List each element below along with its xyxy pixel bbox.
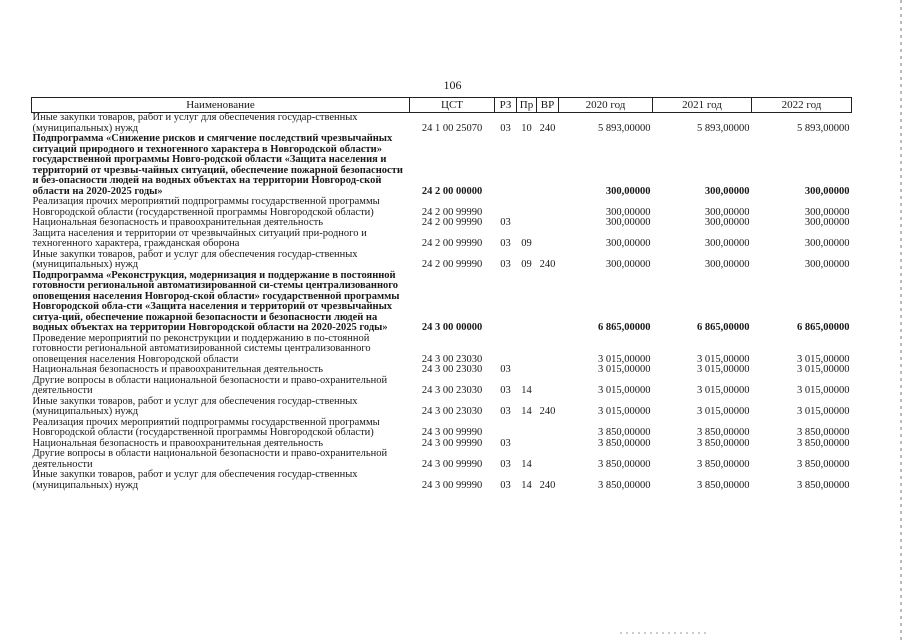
cell-2020: 3 015,00000 xyxy=(598,364,651,375)
cell-name: Подпрограмма «Реконструкция, модернизация и поддержание в постоянной готовности региональной автоматизированной си-стемы централизованного оповещения населения Новгород-ской области» государственной программы Новгородской обла-сти «Защита населения и территорий от чрезвычайных ситуа-ций, обеспечение пожарной безопасности и безопасности людей на водных объектах на территории Новгородской области на 2020-2025 годы» xyxy=(32,269,400,333)
cell-pr: 14 xyxy=(521,406,532,417)
cell-cst: 24 3 00 00000 xyxy=(421,322,483,333)
cell-2022: 3 015,00000 xyxy=(797,364,850,375)
table-row xyxy=(32,470,852,491)
cell-2022: 300,00000 xyxy=(804,259,850,270)
cell-pr: 09 xyxy=(521,238,532,249)
cell-vr xyxy=(537,134,559,197)
cell-2022: 300,00000 xyxy=(804,217,850,228)
cell-name: Иные закупки товаров, работ и услуг для обеспечения государ-ственных (муниципальных) нужд xyxy=(32,112,358,134)
page-number: 106 xyxy=(443,78,462,92)
cell-name: Иные закупки товаров, работ и услуг для обеспечения государ-ственных (муниципальных) нужд xyxy=(32,469,358,491)
cell-2021: 3 850,00000 xyxy=(697,479,750,491)
cell-2021: 3 015,00000 xyxy=(697,353,750,365)
cell-pr xyxy=(517,365,537,376)
cell-vr: 240 xyxy=(539,479,556,491)
cell-2021: 6 865,00000 xyxy=(697,322,750,333)
cell-2022: 3 850,00000 xyxy=(797,437,850,449)
cell-rz: 03 xyxy=(500,437,511,449)
cell-2022: 3 850,00000 xyxy=(797,458,850,470)
cell-cst: 24 3 00 99990 xyxy=(421,479,483,491)
cell-2020: 3 850,00000 xyxy=(598,437,651,449)
cell-pr: 14 xyxy=(521,385,532,396)
cell-cst: 24 2 00 99990 xyxy=(421,217,483,228)
cell-pr xyxy=(517,218,537,229)
cell-2021: 5 893,00000 xyxy=(697,122,750,134)
cell-name: Национальная безопасность и правоохранительная деятельность xyxy=(32,217,324,228)
cell-2021: 3 015,00000 xyxy=(697,364,750,375)
cell-2020: 300,00000 xyxy=(605,185,651,197)
cell-name: Другие вопросы в области национальной безопасности и право-охранительной деятельности xyxy=(32,448,388,470)
cell-2021: 300,00000 xyxy=(704,259,750,270)
cell-2022: 6 865,00000 xyxy=(797,322,850,333)
cell-2022: 300,00000 xyxy=(804,185,850,197)
cell-2020: 3 015,00000 xyxy=(598,385,651,396)
column-header-2021: 2021 год xyxy=(653,98,752,113)
cell-2021: 3 850,00000 xyxy=(697,437,750,449)
cell-rz xyxy=(495,134,517,197)
cell-rz: 03 xyxy=(500,406,511,417)
cell-vr xyxy=(537,418,559,439)
cell-vr xyxy=(537,334,559,366)
cell-2020: 6 865,00000 xyxy=(598,322,651,333)
table-row xyxy=(32,334,852,366)
cell-cst: 24 2 00 99990 xyxy=(421,259,483,270)
cell-2022: 3 850,00000 xyxy=(797,479,850,491)
cell-rz: 03 xyxy=(500,217,511,228)
cell-vr xyxy=(537,218,559,229)
table-row xyxy=(32,376,852,397)
cell-2021: 300,00000 xyxy=(704,206,750,218)
cell-name: Защита населения и территории от чрезвычайных ситуаций при-родного и техногенного характера, гражданская оборона xyxy=(32,227,367,249)
cell-pr: 10 xyxy=(521,122,532,134)
cell-rz: 03 xyxy=(500,238,511,249)
cell-pr xyxy=(517,134,537,197)
cell-2022: 3 015,00000 xyxy=(797,353,850,365)
cell-rz xyxy=(495,418,517,439)
cell-rz: 03 xyxy=(500,122,511,134)
cell-pr xyxy=(517,439,537,450)
table-row xyxy=(32,134,852,197)
cell-vr: 240 xyxy=(539,259,556,270)
cell-cst: 24 3 00 99990 xyxy=(421,437,483,449)
cell-vr xyxy=(537,449,559,470)
column-header-2022: 2022 год xyxy=(752,98,852,113)
cell-name: Реализация прочих мероприятий подпрограммы государственной программы Новгородской области (государственной программы Новгородской области) xyxy=(32,416,380,438)
cell-rz xyxy=(495,197,517,218)
cell-pr: 14 xyxy=(521,479,532,491)
cell-pr xyxy=(517,418,537,439)
cell-2020: 300,00000 xyxy=(605,206,651,218)
cell-vr xyxy=(537,376,559,397)
cell-2020: 300,00000 xyxy=(605,259,651,270)
table-row xyxy=(32,271,852,334)
table-row xyxy=(32,250,852,271)
cell-cst: 24 2 00 99990 xyxy=(421,206,483,218)
cell-name: Национальная безопасность и правоохранительная деятельность xyxy=(32,364,324,375)
cell-vr xyxy=(537,229,559,250)
cell-cst: 24 3 00 99990 xyxy=(421,427,483,438)
cell-rz: 03 xyxy=(500,259,511,270)
cell-cst: 24 3 00 23030 xyxy=(421,406,483,417)
cell-2022: 3 015,00000 xyxy=(797,406,850,417)
cell-cst: 24 3 00 23030 xyxy=(421,353,483,365)
cell-rz: 03 xyxy=(500,479,511,491)
cell-name: Проведение мероприятий по реконструкции и поддержанию в по-стоянной готовности региональной автоматизированной системы централизованного оповещения населения Новгородской области xyxy=(32,332,371,365)
table-row xyxy=(32,449,852,470)
cell-2020: 5 893,00000 xyxy=(598,122,651,134)
cell-name: Национальная безопасность и правоохранительная деятельность xyxy=(32,437,324,449)
cell-vr: 240 xyxy=(539,122,556,134)
cell-2021: 3 850,00000 xyxy=(697,458,750,470)
cell-cst: 24 1 00 25070 xyxy=(421,122,483,134)
cell-2022: 3 015,00000 xyxy=(797,385,850,396)
cell-cst: 24 3 00 23030 xyxy=(421,364,483,375)
cell-2021: 3 015,00000 xyxy=(697,406,750,417)
cell-vr: 240 xyxy=(539,406,556,417)
cell-pr xyxy=(517,334,537,366)
scan-dots-artifact xyxy=(620,632,710,634)
cell-vr xyxy=(537,271,559,334)
cell-rz: 03 xyxy=(500,385,511,396)
cell-pr xyxy=(517,271,537,334)
cell-pr: 14 xyxy=(521,458,532,470)
budget-table xyxy=(31,97,852,491)
cell-rz: 03 xyxy=(500,364,511,375)
cell-cst: 24 2 00 00000 xyxy=(421,185,483,197)
cell-vr xyxy=(537,197,559,218)
table-header-row xyxy=(32,98,852,113)
cell-vr xyxy=(537,365,559,376)
cell-vr xyxy=(537,439,559,450)
cell-2022: 300,00000 xyxy=(804,206,850,218)
cell-2021: 300,00000 xyxy=(704,185,750,197)
cell-pr: 09 xyxy=(521,259,532,270)
cell-rz: 03 xyxy=(500,458,511,470)
column-header-cst: ЦСТ xyxy=(410,98,495,113)
cell-2022: 3 850,00000 xyxy=(797,427,850,438)
cell-2020: 3 850,00000 xyxy=(598,479,651,491)
table-row xyxy=(32,229,852,250)
table-row xyxy=(32,418,852,439)
column-header-pr: Пр xyxy=(517,98,537,113)
cell-cst: 24 3 00 99990 xyxy=(421,458,483,470)
cell-2022: 300,00000 xyxy=(804,238,850,249)
column-header-vr: ВР xyxy=(537,98,559,113)
cell-rz xyxy=(495,334,517,366)
cell-2021: 3 015,00000 xyxy=(697,385,750,396)
column-header-2020: 2020 год xyxy=(559,98,653,113)
cell-2022: 5 893,00000 xyxy=(797,122,850,134)
cell-2021: 300,00000 xyxy=(704,238,750,249)
table-row xyxy=(32,197,852,218)
column-header-name: Наименование xyxy=(32,98,410,113)
scan-edge-artifact xyxy=(900,0,902,640)
cell-pr xyxy=(517,197,537,218)
cell-2020: 3 850,00000 xyxy=(598,427,651,438)
cell-name: Подпрограмма «Снижение рисков и смягчение последствий чрезвычайных ситуаций природного и техногенного характера в Новгородской области» государственной программы Новго-родской области «Защита населения и территорий от чрезвы-чайных ситуаций, обеспечение пожарной безопасности и без-опасности людей на водных объектах на территории Новгород-ской области на 2020-2025 годы» xyxy=(32,133,403,197)
cell-2020: 300,00000 xyxy=(605,238,651,249)
column-header-rz: РЗ xyxy=(495,98,517,113)
cell-name: Реализация прочих мероприятий подпрограммы государственной программы Новгородской области (государственной программы Новгородской области) xyxy=(32,196,380,218)
cell-2020: 3 015,00000 xyxy=(598,353,651,365)
cell-name: Иные закупки товаров, работ и услуг для обеспечения государ-ственных (муниципальных) нужд xyxy=(32,395,358,417)
cell-rz xyxy=(495,271,517,334)
cell-2020: 3 015,00000 xyxy=(598,406,651,417)
cell-2020: 3 850,00000 xyxy=(598,458,651,470)
table-row xyxy=(32,113,852,135)
cell-cst: 24 3 00 23030 xyxy=(421,385,483,396)
cell-2020: 300,00000 xyxy=(605,217,651,228)
cell-name: Иные закупки товаров, работ и услуг для обеспечения государ-ственных (муниципальных) нужд xyxy=(32,248,358,270)
table-row xyxy=(32,218,852,229)
cell-name: Другие вопросы в области национальной безопасности и право-охранительной деятельности xyxy=(32,374,388,396)
cell-2021: 3 850,00000 xyxy=(697,427,750,438)
table-row xyxy=(32,365,852,376)
table-row xyxy=(32,397,852,418)
cell-2021: 300,00000 xyxy=(704,217,750,228)
table-body xyxy=(32,113,852,492)
cell-cst: 24 2 00 99990 xyxy=(421,238,483,249)
